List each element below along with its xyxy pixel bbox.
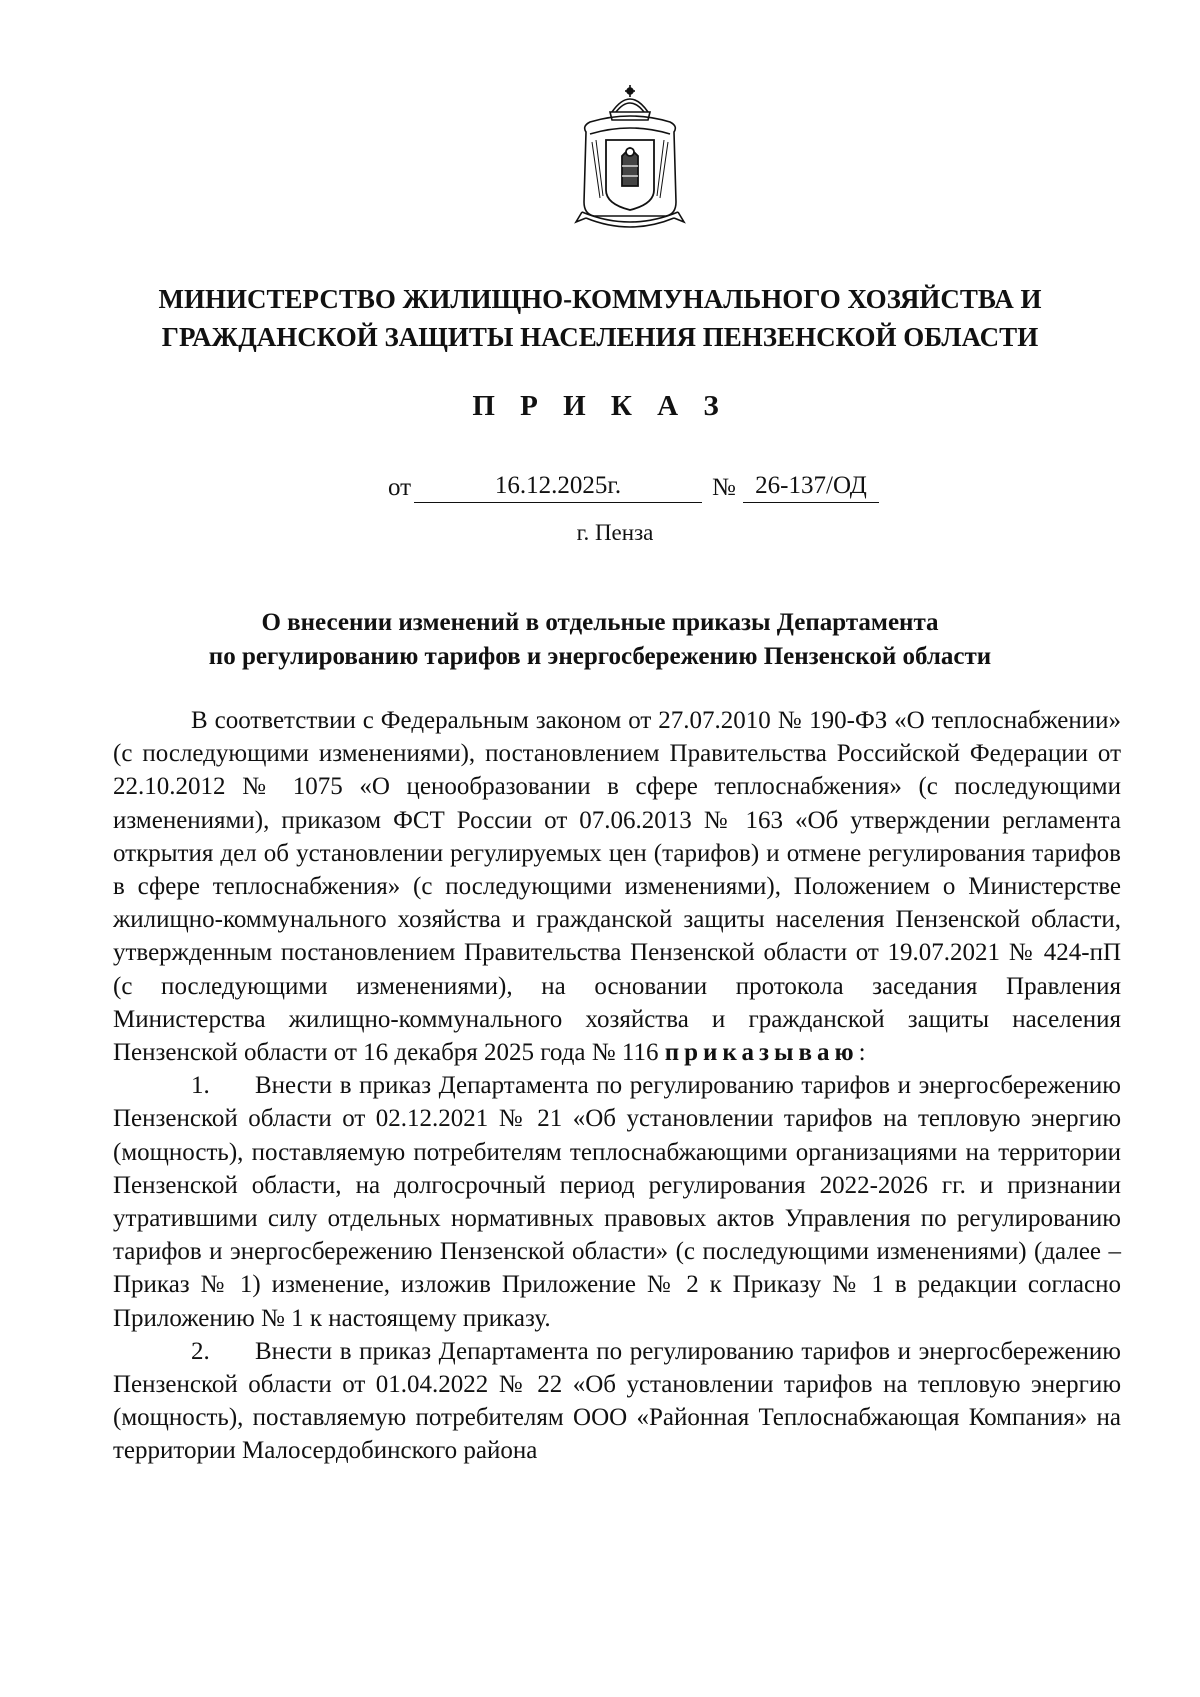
ministry-name: [110, 280, 1090, 356]
document-date: 16.12.2025г.: [414, 470, 702, 503]
order-item-text: Внести в приказ Департамента по регулированию тарифов и энергосбережению Пензенской области от 02.12.2021 № 21 «Об установлении тарифов на тепловую энергию (мощность), поставляемую потребителям теплоснабжающими организациями на территории Пензенской области, на долгосрочный период регулирования 2022-2026 гг. и признании утратившими силу отдельных нормативных правовых актов Управления по регулированию тарифов и энергосбережению Пензенской области» (с последующими изменениями) (далее – Приказ № 1) изменение, изложив Приложение № 2 к Приказу № 1 в редакции согласно Приложению № 1 к настоящему приказу.: [113, 1072, 1121, 1332]
document-date-number-line: [0, 470, 1200, 506]
preamble-text: В соответствии с Федеральным законом от 27.07.2010 № 190-ФЗ «О теплоснабжении» (с последующими изменениями), постановлением Правительства Российской Федерации от 22.10.2012 № 1075 «О ценообразовании в сфере теплоснабжения» (с последующими изменениями), приказом ФСТ России от 07.06.2013 № 163 «Об утверждении регламента открытия дел об установлении регулируемых цен (тарифов) и отмене регулирования тарифов в сфере теплоснабжения» (с последующими изменениями), Положением о Министерстве жилищно-коммунального хозяйства и гражданской защиты населения Пензенской области, утвержденным постановлением Правительства Пензенской области от 19.07.2021 № 424-пП (с последующими изменениями), на основании протокола заседания Правления Министерства жилищно-коммунального хозяйства и гражданской защиты населения Пензенской области от 16 декабря 2025 года № 116: [113, 707, 1121, 1067]
document-city: г. Пенза: [576, 520, 654, 545]
preamble-colon: :: [858, 1039, 866, 1067]
ministry-name-line2: ГРАЖДАНСКОЙ ЗАЩИТЫ НАСЕЛЕНИЯ ПЕНЗЕНСКОЙ ОБЛАСТИ: [161, 322, 1039, 352]
order-item-text: Внести в приказ Департамента по регулированию тарифов и энергосбережению Пензенской области от 01.04.2022 № 22 «Об установлении тарифов на тепловую энергию (мощность), поставляемую потребителям ООО «Районная Теплоснабжающая Компания» на территории Малосердобинского района: [113, 1337, 1121, 1465]
order-item-1: [113, 1069, 1121, 1335]
document-body: [113, 704, 1121, 1468]
document-type-title: П Р И К А З: [472, 390, 728, 422]
document-subject: [110, 606, 1090, 674]
order-item-number: 2.: [191, 1337, 210, 1365]
preamble-paragraph: [113, 704, 1121, 1069]
subject-line2: по регулированию тарифов и энергосбережению Пензенской области: [208, 643, 992, 670]
date-label: от: [388, 474, 412, 501]
number-label: №: [712, 474, 736, 501]
document-number: 26-137/ОД: [743, 470, 879, 503]
ministry-name-line1: МИНИСТЕРСТВО ЖИЛИЩНО-КОММУНАЛЬНОГО ХОЗЯЙСТВА И: [158, 284, 1042, 314]
order-item-2: [113, 1335, 1121, 1468]
order-item-number: 1.: [191, 1072, 210, 1100]
order-word: приказываю: [664, 1039, 859, 1067]
subject-line1: О внесении изменений в отдельные приказы Департамента: [261, 609, 939, 636]
coat-of-arms-emblem: [572, 82, 688, 232]
